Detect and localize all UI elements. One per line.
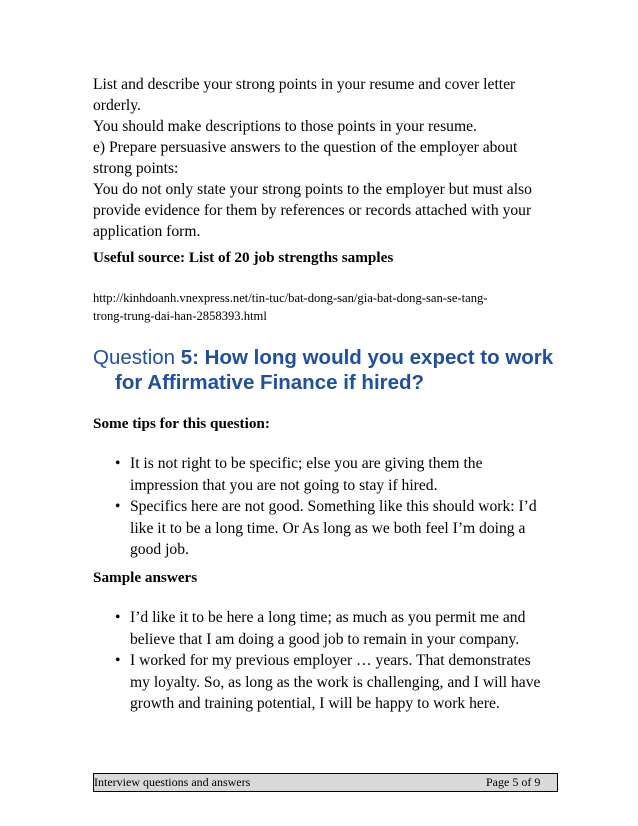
tips-list [115, 453, 537, 561]
intro-line: provide evidence for them by references or records attached with your [93, 202, 532, 219]
intro-line: List and describe your strong points in your resume and cover letter [93, 76, 516, 93]
bullet-icon: • [115, 609, 121, 626]
samples-heading: Sample answers [93, 569, 198, 586]
question-title-line1: 5: How long would you expect to work [180, 346, 554, 369]
page-footer [93, 773, 558, 792]
footer-title: Interview questions and answers [94, 775, 251, 789]
intro-paragraph [93, 74, 573, 242]
tips-heading: Some tips for this question: [93, 415, 270, 432]
intro-line: e) Prepare persuasive answers to the question of the employer about [93, 139, 518, 156]
bullet-icon: • [115, 455, 121, 472]
list-item: • Specifics here are not good. Something like this should work: I’d like it to be a long time. Or As long as we both feel I’m doing a good job. [115, 498, 537, 558]
samples-list [115, 607, 540, 715]
intro-line: You should make descriptions to those points in your resume. [93, 118, 477, 135]
url-line[interactable]: trong-trung-dai-han-2858393.html [93, 309, 267, 323]
bullet-icon: • [115, 652, 121, 669]
list-item: • I’d like it to be here a long time; as much as you permit me and believe that I am doing a good job to remain in your company. [115, 609, 526, 648]
bullet-icon: • [115, 498, 121, 515]
url-line[interactable]: http://kinhdoanh.vnexpress.net/tin-tuc/bat-dong-san/gia-bat-dong-san-se-tang- [93, 291, 488, 305]
intro-line: You do not only state your strong points to the employer but must also [93, 181, 532, 198]
list-item: • It is not right to be specific; else you are giving them the impression that you are not going to stay if hired. [115, 455, 483, 494]
question-prefix: Question [93, 346, 181, 369]
question-heading [93, 345, 573, 395]
useful-source-heading: Useful source: List of 20 job strengths samples [93, 249, 394, 266]
page-number: Page 5 of 9 [486, 775, 541, 789]
question-title-line2: for Affirmative Finance if hired? [115, 371, 425, 394]
list-item: • I worked for my previous employer … years. That demonstrates my loyalty. So, as long as the work is challenging, and I will have growth and training potential, I will be happy to work here. [115, 652, 541, 712]
intro-line: strong points: [93, 160, 179, 177]
source-url[interactable] [93, 289, 573, 325]
intro-line: application form. [93, 223, 201, 240]
intro-line: orderly. [93, 97, 141, 114]
